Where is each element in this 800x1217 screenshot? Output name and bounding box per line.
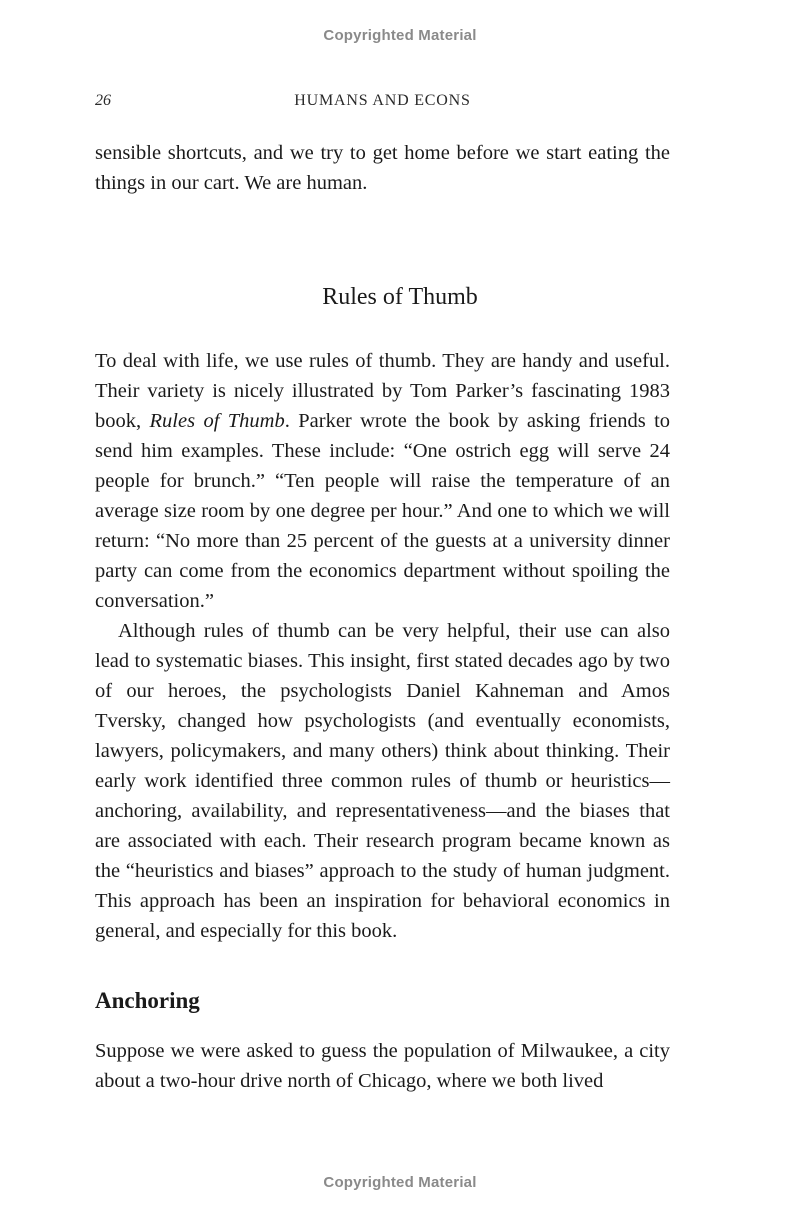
paragraph-text: To deal with life, we use rules of thumb. They are handy and useful. Their variety is nicely illustrated by Tom Parker’s fascinating 1983 book, (95, 350, 670, 432)
running-header (95, 92, 670, 114)
paragraph-continuation: sensible shortcuts, and we try to get home before we start eating the things in our cart. We are human. (95, 142, 670, 194)
subheading-anchoring: Anchoring (95, 988, 200, 1013)
book-title: Rules of Thumb (149, 410, 285, 432)
paragraph-anchoring: Suppose we were asked to guess the population of Milwaukee, a city about a two-hour drive north of Chicago, where we both lived (95, 1040, 670, 1092)
paragraph-rules-of-thumb (95, 346, 670, 616)
paragraph-text: . Parker wrote the book by asking friends to send him examples. These include: “One ostrich egg will serve 24 people for brunch.” “Ten people will raise the temperature of an average size room by one degree per hour.” And one to which we will return: “No more than 25 percent of the guests at a university dinner party can come from the economics department without spoiling the conversation.” (95, 410, 671, 612)
page-number: 26 (95, 92, 111, 109)
copyright-watermark-bottom: Copyrighted Material (323, 1174, 477, 1191)
copyright-watermark-top: Copyrighted Material (323, 27, 477, 44)
running-title: HUMANS AND ECONS (294, 92, 471, 109)
paragraph-heuristics: Although rules of thumb can be very helpful, their use can also lead to systematic biases. This insight, first stated decades ago by two of our heroes, the psychologists Daniel Kahneman and Amos Tversky, changed how psychologists (and eventually economists, lawyers, policymakers, and many others) think about thinking. Their early work identified three common rules of thumb or heuristics—anchoring, availability, and representativeness—and the biases that are associated with each. Their research program became known as the “heuristics and biases” approach to the study of human judgment. This approach has been an inspiration for behavioral economics in general, and especially for this book. (95, 620, 670, 942)
section-heading-rules-of-thumb: Rules of Thumb (322, 284, 478, 310)
